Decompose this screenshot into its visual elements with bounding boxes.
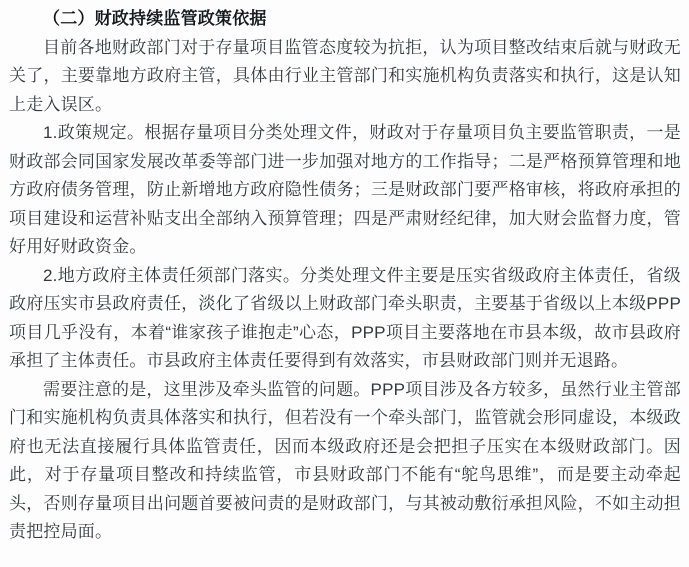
section-heading: （二）财政持续监管政策依据 — [43, 9, 267, 28]
paragraph-local-government-responsibility: 2.地方政府主体责任须部门落实。分类处理文件主要是压实省级政府主体责任，省级政府压实市县政府责任，淡化了省级以上财政部门牵头职责，主要基于省级以上本级PPP项目几乎没有，本着“谁家孩子谁抱走”心态，PPP项目主要落地在市县本级，故市县政府承担了主体责任。市县政府主体责任要得到有效落实，市县财政部门则并无退路。 — [9, 265, 681, 370]
paragraph-policy-provisions: 1.政策规定。根据存量项目分类处理文件，财政对于存量项目负主要监管职责，一是财政部会同国家发展改革委等部门进一步加强对地方的工作指导；二是严格预算管理和地方政府债务管理，防止新增地方政府隐性债务；三是财政部门要严格审核，将政府承担的项目建设和运营补贴支出全部纳入预算管理；四是严肃财经纪律，加大财会监督力度，管好用好财政资金。 — [9, 123, 681, 256]
paragraph-lead-supervision-note: 需要注意的是，这里涉及牵头监管的问题。PPP项目涉及各方较多，虽然行业主管部门和实施机构负责具体落实和执行，但若没有一个牵头部门，监管就会形同虚设，本级政府也无法直接履行具体监管责任，因而本级政府还是会把担子压实在本级财政部门。因此，对于存量项目整改和持续监管，市县财政部门不能有“鸵鸟思维”，而是要主动牵起头，否则存量项目出问题首要被问责的是财政部门，与其被动敷衍承担风险，不如主动担责把控局面。 — [9, 379, 681, 541]
paragraph-intro: 目前各地财政部门对于存量项目监管态度较为抗拒，认为项目整改结束后就与财政无关了，主要靠地方政府主管，具体由行业主管部门和实施机构负责落实和执行，这是认知上走入误区。 — [9, 37, 681, 114]
